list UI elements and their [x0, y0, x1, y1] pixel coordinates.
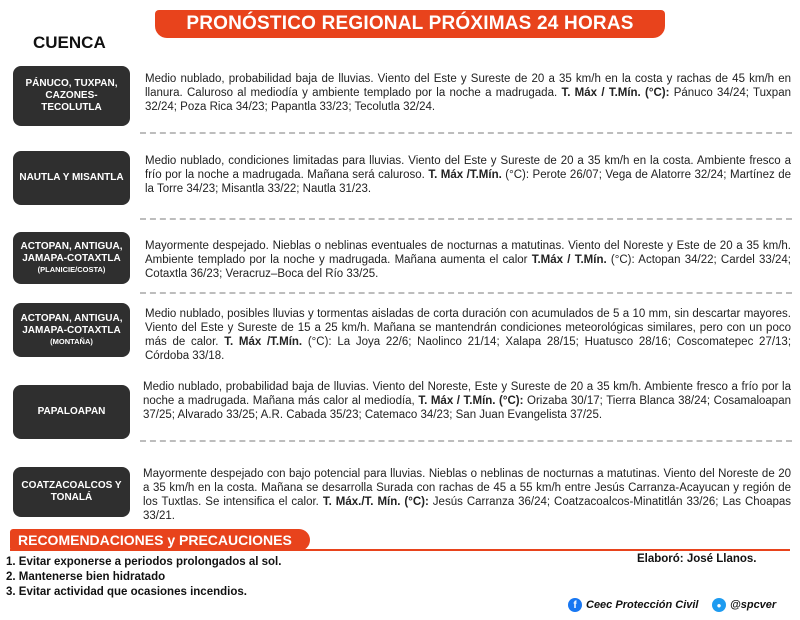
region-label-actopan-planicie — [13, 232, 130, 284]
recommendation-item: 1. Evitar exponerse a periodos prolongados al sol. — [6, 556, 282, 568]
temp-values: (°C): Actopan 34/22; Cardel 33/24; Cotaxtla 36/23; Veracruz–Boca del Río 33/25. — [145, 254, 792, 280]
author-credit: Elaboró: José Llanos. — [637, 553, 757, 565]
region-forecast-panuco — [145, 72, 791, 114]
twitter-link[interactable] — [712, 598, 776, 612]
recommendations-banner — [10, 529, 310, 551]
twitter-label: @spcver — [730, 599, 777, 611]
forecast-text: Medio nublado, probabilidad baja de lluvias. Viento del Este y Sureste de 20 a 35 km/h en la costa y rachas de 45 km/h en llanura. Caluroso al mediodía y ambiente templado por la noche a madrugada. — [145, 73, 791, 99]
facebook-link[interactable] — [568, 598, 699, 612]
divider — [140, 440, 792, 442]
forecast-text: Medio nublado, probabilidad baja de lluvias. Viento del Noreste, Este y Sureste de 20 a 35 km/h. Ambiente fresco a frío por la noche a madrugada. Mañana más calor al mediodía, — [143, 381, 791, 407]
region-label-text: PAPALOAPAN — [37, 406, 106, 417]
divider — [140, 218, 792, 220]
recommendation-item: 3. Evitar actividad que ocasiones incendios. — [6, 586, 247, 598]
recommendation-item: 2. Mantenerse bien hidratado — [6, 571, 166, 583]
forecast-text: Medio nublado, posibles lluvias y tormentas aisladas de corta duración con acumulados de 5 a 10 mm, sin descartar mayores. Viento del Este y Sureste de 15 a 25 km/h. Mañana se mantendrán condiciones meteorológicas similares, pero con un poco más de calor. — [145, 308, 791, 348]
region-label-panuco — [13, 66, 130, 126]
region-label-coatzacoalcos — [13, 467, 130, 517]
temp-values: Orizaba 30/17; Tierra Blanca 38/24; Cosamaloapan 37/25; Alvarado 33/25; A.R. Cabada 35/23; Catemaco 34/23; San Juan Evangelista 37/25. — [143, 395, 791, 421]
temp-values: Pánuco 34/24; Tuxpan 32/24; Poza Rica 34/23; Papantla 33/23; Tecolutla 32/24. — [145, 87, 791, 113]
region-label-text: COATZACOALCOS Y TONALÁ — [21, 480, 122, 503]
temp-values: (°C): Perote 26/07; Vega de Alatorre 32/24; Martínez de la Torre 34/23; Misantla 33/22; Nautla 31/23. — [145, 169, 792, 195]
region-label-papaloapan — [13, 385, 130, 439]
region-label-text: ACTOPAN, ANTIGUA, JAMAPA-COTAXTLA — [20, 313, 123, 336]
temp-label: T. Máx /T.Mín. — [428, 169, 502, 181]
facebook-icon: f — [568, 598, 582, 612]
temp-label: T. Máx / T.Mín. (°C): — [418, 395, 524, 407]
forecast-text: Medio nublado, condiciones limitadas para lluvias. Viento del Este y Sureste de 20 a 35 km/h en la costa. Ambiente fresco a frío por la noche a madrugada. Mañana será caluroso. — [145, 155, 791, 181]
region-label-text: PÁNUCO, TUXPAN, CAZONES-TECOLUTLA — [25, 78, 118, 113]
region-sublabel: (PLANICIE/COSTA) — [37, 265, 106, 274]
region-forecast-actopan-planicie — [145, 239, 791, 281]
section-label: CUENCA — [33, 33, 106, 52]
region-label-nautla — [13, 151, 130, 205]
recommendations-list — [6, 555, 281, 600]
page-title: PRONÓSTICO REGIONAL PRÓXIMAS 24 HORAS — [186, 13, 634, 34]
facebook-label: Ceec Protección Civil — [586, 599, 699, 611]
twitter-icon: ● — [712, 598, 726, 612]
recommendations-title: RECOMENDACIONES y PRECAUCIONES — [18, 532, 292, 548]
region-sublabel: (MONTAÑA) — [50, 337, 93, 346]
region-forecast-nautla — [145, 154, 791, 196]
title-banner — [155, 10, 665, 38]
temp-label: T. Máx / T.Mín. (°C): — [561, 87, 670, 99]
temp-values: (°C): La Joya 22/6; Naolinco 21/14; Xalapa 28/15; Huatusco 28/16; Coscomatepec 27/13; Córdoba 33/18. — [145, 336, 792, 362]
forecast-text: Mayormente despejado con bajo potencial para lluvias. Nieblas o neblinas de nocturnas a matutinas. Viento del Noreste de 20 a 35 km/h en la costa. Mañana se desarrolla Surada con rachas de 45 a 55 km/h entre Jesús Carranza-Acayucan y región de los Tuxtlas. Se intensifica el calor. — [143, 468, 791, 508]
divider — [140, 132, 792, 134]
temp-label: T.Máx / T.Mín. — [531, 254, 607, 266]
region-forecast-coatzacoalcos — [143, 467, 791, 523]
forecast-text: Mayormente despejado. Nieblas o neblinas eventuales de nocturnas a matutinas. Viento del Noreste y Este de 20 a 35 km/h. Ambiente templado por la noche y madrugada. Mañana aumenta el calor — [145, 240, 791, 266]
temp-label: T. Máx /T.Mín. — [224, 336, 303, 348]
region-label-actopan-montana — [13, 303, 130, 357]
divider — [140, 292, 792, 294]
region-forecast-papaloapan — [143, 380, 791, 422]
title-bar — [155, 10, 665, 38]
region-forecast-actopan-montana — [145, 307, 791, 363]
temp-values: Jesús Carranza 36/24; Coatzacoalcos-Minatitlán 33/26; Las Choapas 33/21. — [143, 496, 792, 522]
region-label-text: NAUTLA Y MISANTLA — [19, 172, 124, 183]
region-label-text: ACTOPAN, ANTIGUA, JAMAPA-COTAXTLA — [20, 241, 123, 264]
temp-label: T. Máx./T. Mín. (°C): — [322, 496, 429, 508]
